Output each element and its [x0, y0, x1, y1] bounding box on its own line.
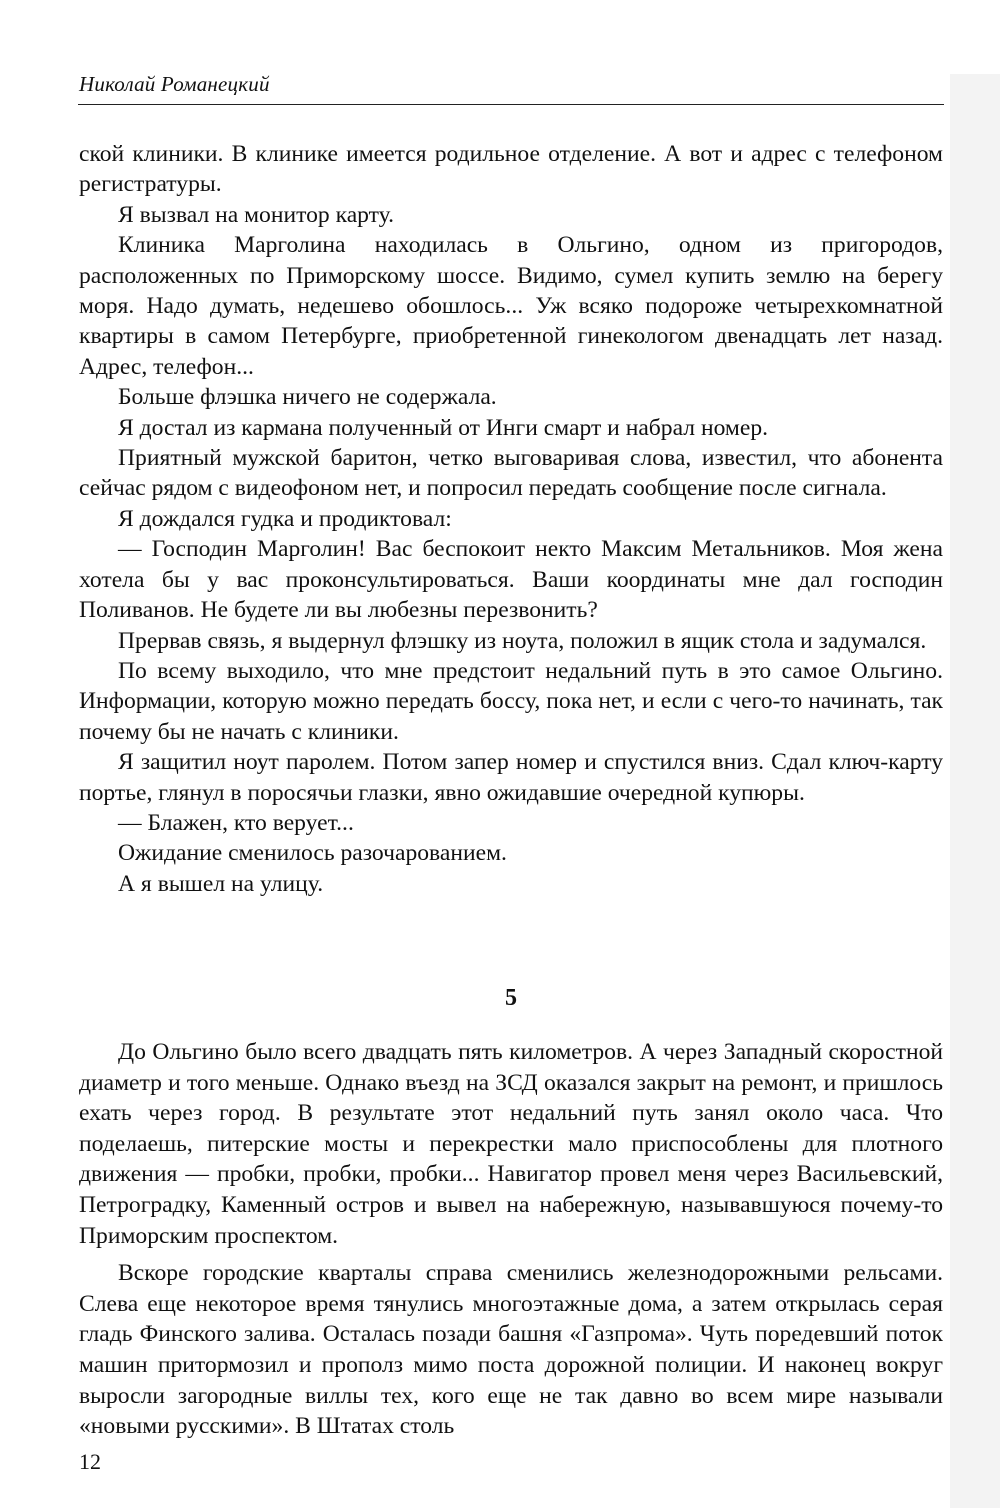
paragraph: Прервав связь, я выдернул флэшку из ноута, положил в ящик стола и задумался. [118, 627, 927, 654]
body-text [79, 139, 943, 899]
paragraph: ской клиники. В клинике имеется родильное отделение. А вот и адрес с телефоном регистратуры. [79, 141, 943, 198]
paragraph: Я защитил ноут паролем. Потом запер номер и спустился вниз. Сдал ключ-карту портье, глянул в поросячьи глазки, явно ожидавшие очередной купюры. [79, 749, 943, 806]
dialogue-paragraph: — Блажен, кто верует... [118, 809, 354, 836]
paragraph: Больше флэшка ничего не содержала. [118, 384, 497, 411]
paragraph: Я достал из кармана полученный от Инги смарт и набрал номер. [118, 414, 769, 441]
paragraph: Клиника Марголина находилась в Ольгино, одном из пригородов, расположенных по Приморскому шоссе. Видимо, сумел купить землю на берегу моря. Надо думать, недешево обошлось... Уж всяко подороже четырехкомнатной квартиры в самом Петербурге, приобретенной гинекологом двенадцать лет назад. Адрес, телефон... [79, 232, 943, 380]
chapter-number: 5 [505, 985, 517, 1011]
chapter-text [79, 1037, 943, 1449]
paragraph: А я вышел на улицу. [118, 870, 324, 897]
running-head: Николай Романецкий [79, 72, 270, 96]
page-margin-shadow [950, 74, 1000, 1508]
paragraph: Приятный мужской баритон, четко выговаривая слова, известил, что абонента сейчас рядом с видеофоном нет, и попросил передать сообщение после сигнала. [79, 445, 943, 502]
header-rule [78, 104, 944, 105]
paragraph: Вскоре городские кварталы справа сменились железнодорожными рельсами. Слева еще некоторое время тянулись многоэтажные дома, а затем открылась серая гладь Финского залива. Осталась позади башня «Газпрома». Чуть поредевший поток машин притормозил и прополз мимо поста дорожной полиции. И наконец вокруг выросли загородные виллы тех, кого еще не так давно во всем мире называли «новыми русскими». В Штатах столь [79, 1260, 943, 1440]
paragraph: Я дождался гудка и продиктовал: [118, 505, 452, 532]
dialogue-paragraph: — Господин Марголин! Вас беспокоит некто Максим Метальников. Моя жена хотела бы у вас проконсультироваться. Ваши координаты мне дал господин Поливанов. Не будете ли вы любезны перезвонить? [79, 536, 943, 624]
paragraph: До Ольгино было всего двадцать пять километров. А через Западный скоростной диаметр и того меньше. Однако въезд на ЗСД оказался закрыт на ремонт, и пришлось ехать через город. В результате этот недальний путь занял около часа. Что поделаешь, питерские мосты и перекрестки мало приспособлены для плотного движения — пробки, пробки, пробки... Навигатор провел меня через Васильевский, Петроградку, Каменный остров и вывел на набережную, называвшуюся почему-то Приморским проспектом. [79, 1039, 943, 1249]
page-number: 12 [79, 1449, 101, 1474]
paragraph: Я вызвал на монитор карту. [118, 201, 394, 228]
paragraph: Ожидание сменилось разочарованием. [118, 840, 507, 867]
paragraph: По всему выходило, что мне предстоит недальний путь в это самое Ольгино. Информации, которую можно передать боссу, пока нет, и если с чего-то начинать, так почему бы не начать с клиники. [79, 657, 943, 745]
